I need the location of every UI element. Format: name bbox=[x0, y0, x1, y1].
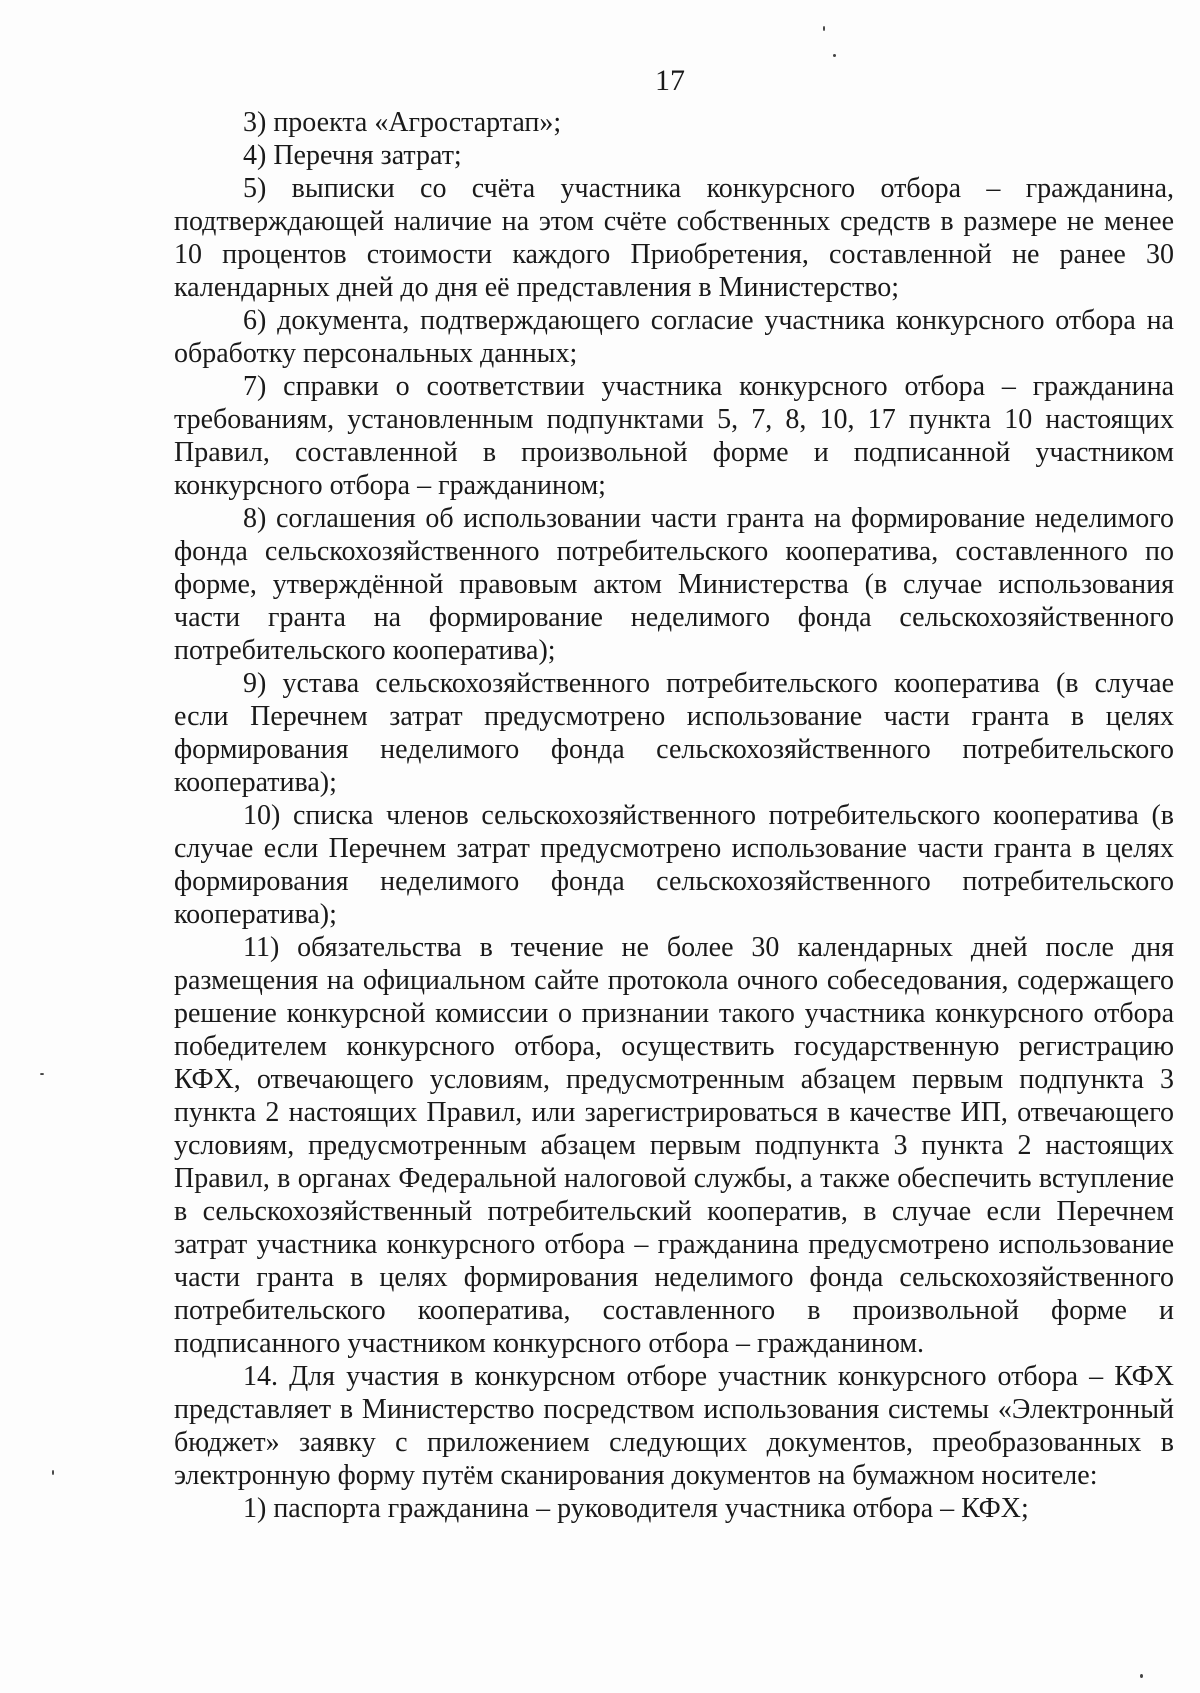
list-item-6: 6) документа, подтверждающего согласие участника конкурсного отбора на обработку персональных данных; bbox=[174, 305, 1174, 369]
list-item-4: 4) Перечня затрат; bbox=[243, 140, 462, 171]
page-number: 17 bbox=[655, 64, 685, 97]
list-item-11: 11) обязательства в течение не более 30 календарных дней после дня размещения на официальном сайте протокола очного собеседования, содержащего решение конкурсной комиссии о признании такого участника конкурсного отбора победителем конкурсного отбора, осуществить государственную регистрацию КФХ, отвечающего условиям, предусмотренным абзацем первым подпункта 3 пункта 2 настоящих Правил, или зарегистрироваться в качестве ИП, отвечающего условиям, предусмотренным абзацем первым подпункта 3 пункта 2 настоящих Правил, в органах Федеральной налоговой службы, а также обеспечить вступление в сельскохозяйственный потребительский кооператив, в случае если Перечнем затрат участника конкурсного отбора – гражданина предусмотрено использование части гранта в целях формирования неделимого фонда сельскохозяйственного потребительского кооператива, составленного в произвольной форме и подписанного участником конкурсного отбора – гражданином. bbox=[174, 932, 1174, 1359]
list-item-7: 7) справки о соответствии участника конкурсного отбора – гражданина требованиям, установленным подпунктами 5, 7, 8, 10, 17 пункта 10 настоящих Правил, составленной в произвольной форме и подписанной участником конкурсного отбора – гражданином; bbox=[174, 371, 1174, 501]
scan-speck bbox=[823, 26, 825, 31]
scan-speck bbox=[52, 1470, 54, 1475]
list-item-5: 5) выписки со счёта участника конкурсного отбора – гражданина, подтверждающей наличие на этом счёте собственных средств в размере не менее 10 процентов стоимости каждого Приобретения, составленной не ранее 30 календарных дней до дня её представления в Министерство; bbox=[174, 173, 1174, 303]
list-item-3: 3) проекта «Агростартап»; bbox=[243, 107, 562, 138]
section-14-paragraph: 14. Для участия в конкурсном отборе участник конкурсного отбора – КФХ представляет в Министерство посредством использования системы «Электронный бюджет» заявку с приложением следующих документов, преобразованных в электронную форму путём сканирования документов на бумажном носителе: bbox=[174, 1361, 1174, 1491]
list-item-10: 10) списка членов сельскохозяйственного потребительского кооператива (в случае если Перечнем затрат предусмотрено использование части гранта в целях формирования неделимого фонда сельскохозяйственного потребительского кооператива); bbox=[174, 800, 1174, 930]
list-item-8: 8) соглашения об использовании части гранта на формирование неделимого фонда сельскохозяйственного потребительского кооператива, составленного по форме, утверждённой правовым актом Министерства (в случае использования части гранта на формирование неделимого фонда сельскохозяйственного потребительского кооператива); bbox=[174, 503, 1174, 666]
document-body bbox=[174, 106, 1174, 1525]
scan-speck bbox=[40, 1073, 44, 1075]
list-item-9: 9) устава сельскохозяйственного потребительского кооператива (в случае если Перечнем затрат предусмотрено использование части гранта в целях формирования неделимого фонда сельскохозяйственного потребительского кооператива); bbox=[174, 668, 1174, 798]
scan-speck bbox=[833, 54, 836, 57]
scan-speck bbox=[1140, 1674, 1143, 1678]
list-item-1: 1) паспорта гражданина – руководителя участника отбора – КФХ; bbox=[243, 1493, 1029, 1524]
